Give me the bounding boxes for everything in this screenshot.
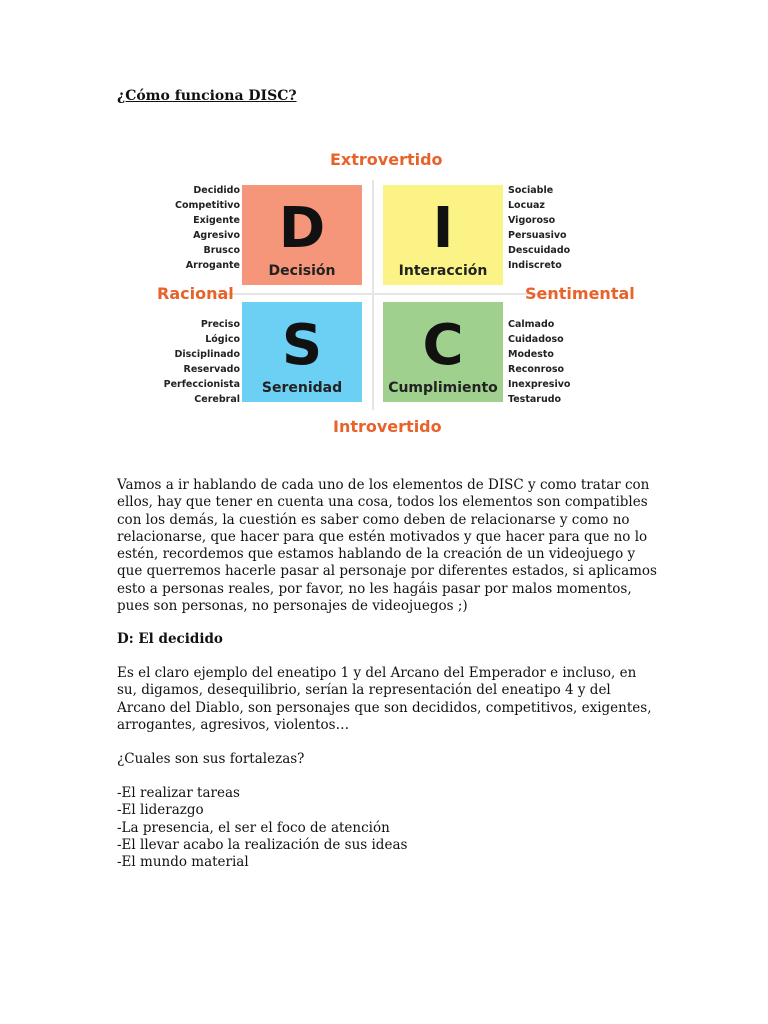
- trait: Lógico: [205, 334, 240, 345]
- intro-paragraph: Vamos a ir hablando de cada uno de los elementos de DISC y como tratar con ellos, hay que tener en cuenta una cosa, todos los elementos son compatibles con los demás, la cuestión es saber como deben de relacionarse y como no relacionarse, que hacer para que estén motivados y que hacer para que no lo estén, recordemos que estamos hablando de la creación de un videojuego y que querremos hacerle pasar al personaje por diferentes estados, si aplicamos esto a personas reales, por favor, no les hagáis pasar por malos momentos, pues son personas, no personajes de videojuegos ;): [117, 477, 657, 615]
- quadrant-letter: C: [422, 313, 464, 378]
- trait: Cuidadoso: [508, 334, 564, 345]
- quadrant-d: [242, 185, 362, 285]
- trait: Inexpresivo: [508, 379, 571, 390]
- trait: Reservado: [183, 364, 240, 375]
- section-d-paragraph: Es el claro ejemplo del eneatipo 1 y del Arcano del Emperador e incluso, en su, digamos, desequilibrio, serían la representación del eneatipo 4 y del Arcano del Diablo, son personajes que son decididos, competitivos, exigentes, arrogantes, agresivos, violentos…: [117, 665, 652, 733]
- trait: Descuidado: [508, 245, 571, 256]
- trait: Exigente: [193, 215, 240, 226]
- trait: Competitivo: [175, 200, 240, 211]
- trait: Persuasivo: [508, 230, 567, 241]
- trait: Preciso: [200, 319, 240, 330]
- trait: Decidido: [193, 185, 240, 196]
- traits-c: [508, 317, 608, 407]
- list-item: -El mundo material: [117, 854, 249, 871]
- quadrant-word: Interacción: [398, 263, 488, 279]
- trait: Reconroso: [508, 364, 565, 375]
- trait: Agresivo: [193, 230, 240, 241]
- list-item: -La presencia, el ser el foco de atención: [117, 819, 390, 836]
- label-introvertido: Introvertido: [333, 417, 442, 436]
- traits-d: [150, 183, 240, 273]
- label-racional: Racional: [157, 284, 234, 303]
- quadrant-i: [383, 185, 503, 285]
- trait: Modesto: [508, 349, 554, 360]
- label-sentimental: Sentimental: [525, 284, 635, 303]
- trait: Arrogante: [185, 260, 240, 271]
- quadrant-letter: I: [432, 196, 454, 261]
- trait: Sociable: [508, 185, 554, 196]
- traits-i: [508, 183, 608, 273]
- list-item: -El realizar tareas: [117, 785, 240, 801]
- disc-diagram: [150, 145, 635, 445]
- trait: Disciplinado: [174, 349, 240, 360]
- list-item: -El llevar acabo la realización de sus ideas: [117, 836, 408, 853]
- trait: Perfeccionista: [163, 379, 240, 390]
- trait: Cerebral: [194, 394, 240, 405]
- list-item: -El liderazgo: [117, 802, 204, 819]
- quadrant-letter: S: [281, 313, 323, 378]
- quadrant-letter: D: [278, 196, 326, 261]
- trait: Calmado: [508, 319, 555, 330]
- vertical-axis: [372, 180, 374, 410]
- trait: Brusco: [203, 245, 240, 256]
- trait: Indiscreto: [508, 260, 562, 271]
- trait: Locuaz: [508, 200, 545, 211]
- quadrant-word: Cumplimiento: [388, 380, 498, 396]
- quadrant-c: [383, 302, 503, 402]
- quadrant-s: [242, 302, 362, 402]
- page-heading: ¿Cómo funciona DISC?: [117, 88, 297, 104]
- trait: Testarudo: [508, 394, 562, 405]
- quadrant-word: Decisión: [268, 263, 336, 279]
- label-extrovertido: Extrovertido: [330, 150, 443, 169]
- strengths-list: [117, 785, 657, 871]
- section-d-title: D: El decidido: [117, 631, 223, 647]
- trait: Vigoroso: [508, 215, 556, 226]
- traits-s: [150, 317, 240, 407]
- horizontal-axis: [215, 293, 555, 295]
- strengths-question: ¿Cuales son sus fortalezas?: [117, 751, 305, 767]
- quadrant-word: Serenidad: [261, 380, 343, 396]
